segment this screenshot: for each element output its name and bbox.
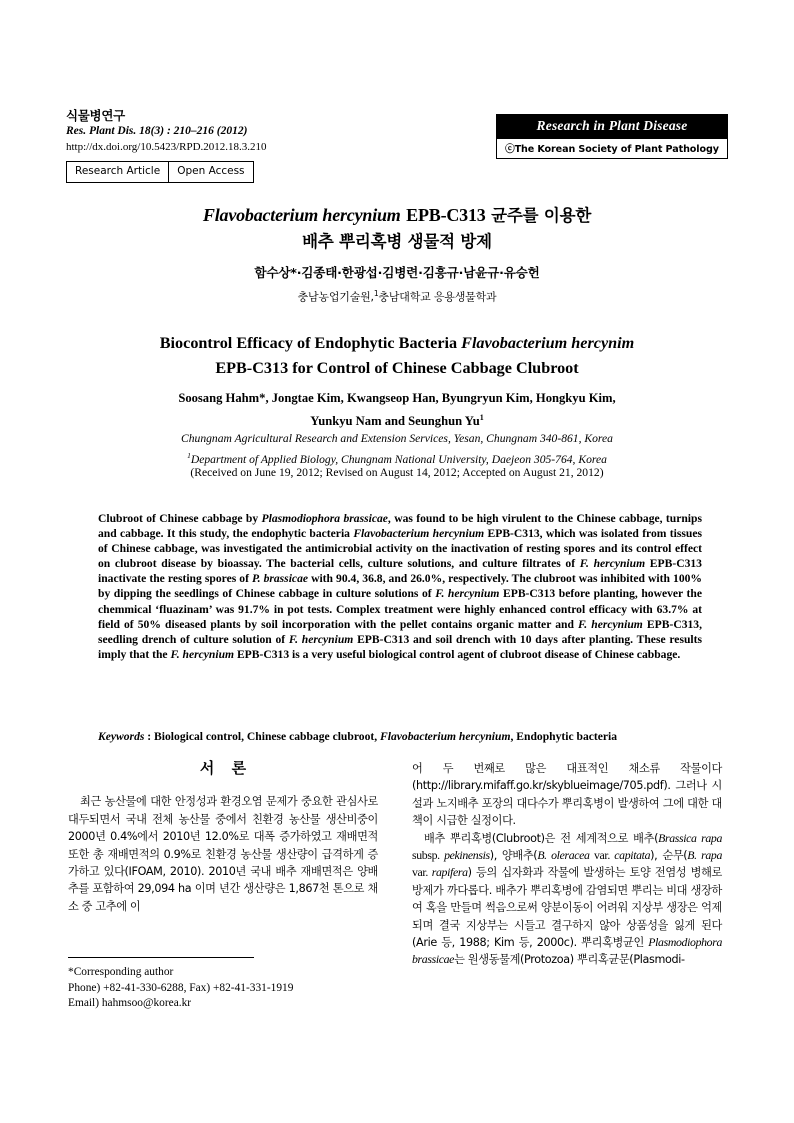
english-affiliation-2: Department of Applied Biology, Chungnam National University, Daejeon 305-764, Korea bbox=[190, 452, 607, 466]
pr2-seg-f: var. bbox=[412, 865, 432, 880]
received-dates: (Received on June 19, 2012; Revised on August 14, 2012; Accepted on August 21, 2012) bbox=[190, 466, 604, 479]
abstract-seg-4: EPB-C313 inactivate the resting spores of bbox=[98, 557, 702, 586]
korean-affiliation-1: 충남농업기술원, bbox=[297, 290, 374, 304]
abstract-italic-6: F. hercynium bbox=[578, 617, 643, 631]
keywords-pre: Biological control, Chinese cabbage clubroot, bbox=[154, 730, 381, 743]
paragraph-right-1: 어 두 번째로 많은 대표적인 채소류 작물이다(http://library.mifaff.go.kr/skyblueimage/705.pdf). 그러나 시설과 노지배추 포장의 대다수가 뿌리혹병이 발생하여 그에 대한 대책이 시급한 실정이다. bbox=[412, 762, 722, 828]
abstract-seg-1: Clubroot of Chinese cabbage by bbox=[98, 512, 262, 525]
english-authors-line1: Soosang Hahm*, Jongtae Kim, Kwangseop Han, Byungryun Kim, Hongkyu Kim, bbox=[178, 391, 616, 405]
abstract-seg-7: EPB-C313, seedling drench of culture solution of bbox=[98, 617, 703, 646]
korean-affiliations bbox=[66, 285, 728, 307]
pr2-italic-4: capitata bbox=[614, 848, 651, 863]
keywords-species: Flavobacterium hercynium bbox=[380, 730, 511, 743]
pr2-italic-2: pekinensis bbox=[444, 848, 490, 863]
pr2-seg-c: ), 양배추( bbox=[489, 849, 538, 863]
korean-title-strain: EPB-C313 bbox=[406, 205, 486, 225]
korean-title-line2: 배추 뿌리혹병 생물적 방제 bbox=[302, 232, 492, 251]
footnote-phone-fax: Phone) +82-41-330-6288, Fax) +82-41-331-1919 bbox=[68, 981, 294, 994]
english-title-line1-pre: Biocontrol Efficacy of Endophytic Bacteria bbox=[159, 334, 462, 352]
pr2-seg-b: subsp. bbox=[412, 848, 445, 863]
pr2-italic-1: Brassica rapa bbox=[658, 830, 722, 845]
tag-open-access[interactable]: Open Access bbox=[177, 165, 245, 177]
journal-title-korean: 식물병연구 bbox=[66, 108, 125, 123]
corresponding-author-footnote bbox=[68, 957, 378, 1012]
abstract-italic-1: Plasmodiophora brassicae bbox=[261, 512, 388, 525]
english-authors-line2: Yunkyu Nam and Seunghun Yu bbox=[310, 414, 480, 429]
abstract-italic-3: F. hercynium bbox=[579, 557, 646, 571]
abstract-italic-7: F. hercynium bbox=[288, 632, 354, 646]
pr2-seg-e: ), 순무( bbox=[650, 849, 688, 863]
abstract-italic-8: F. hercynium bbox=[170, 647, 235, 661]
pr2-seg-g: ) 등의 십자화과 작물에 발생하는 토양 전염성 병해로 방제가 까다롭다. 배추가 뿌리혹병에 감염되면 뿌리는 비대 생장하여 혹을 만들며 썩음으로써 양분이동이 어려워 지상부 생장은 억제되며 결국 지상부는 시들고 결구하지 않아 상품성을 잃게 된다(Arie 등, 1988; Kim 등, 2000c). 뿌리혹병균인 bbox=[412, 866, 722, 950]
doi-link[interactable]: http://dx.doi.org/10.5423/RPD.2012.18.3.210 bbox=[66, 141, 267, 153]
journal-brand-badge bbox=[496, 114, 728, 159]
english-affiliations bbox=[66, 430, 728, 468]
korean-title bbox=[66, 202, 728, 255]
pr2-italic-7: Plasmodiophora brassicae bbox=[412, 935, 722, 967]
paragraph-right-2 bbox=[412, 830, 722, 969]
keywords-label: Keywords bbox=[98, 730, 145, 743]
footnote-divider bbox=[68, 957, 254, 958]
body-column-right bbox=[412, 760, 722, 969]
abstract bbox=[98, 511, 702, 662]
tag-research-article[interactable]: Research Article bbox=[67, 162, 169, 182]
english-authors bbox=[66, 388, 728, 431]
masthead-left bbox=[66, 108, 426, 183]
english-affiliation-1: Chungnam Agricultural Research and Extension Services, Yesan, Chungnam 340-861, Korea bbox=[181, 432, 613, 445]
abstract-seg-5: with 90.4, 36.8, and 26.0%, respectively. The clubroot was inhibited with 100% by dipping the seedlings of Chinese cabbage in culture solutions of bbox=[98, 572, 703, 601]
abstract-italic-2: Flavobacterium hercynium bbox=[353, 527, 485, 541]
abstract-seg-2: , was found to be high virulent to the Chinese cabbage, turnips and cabbage. It this study, the endophytic bacteria bbox=[98, 512, 702, 541]
pr2-seg-h: 는 원생동물계(Protozoa) 뿌리혹균문(Plasmodi- bbox=[454, 953, 685, 967]
journal-brand-title: Research in Plant Disease bbox=[496, 114, 728, 139]
abstract-italic-5: F. hercynium bbox=[435, 587, 500, 601]
abstract-italic-4: P. brassicae bbox=[252, 572, 309, 586]
keywords-separator: : bbox=[144, 730, 155, 743]
english-title bbox=[66, 331, 728, 381]
abstract-seg-8: EPB-C313 and soil drench with 10 days after planting. These results imply that the bbox=[98, 632, 702, 661]
abstract-seg-6: EPB-C313 before planting, however the chemmical ‘fluazinam’ was 91.7% in pot tests. Complex treatment were highly enhanced control efficacy with 63.7% at field of 50% diseased plants by soil incorporation with the pellet contains organic matter and bbox=[98, 587, 702, 631]
pr2-italic-3: B. oleracea bbox=[537, 848, 590, 863]
body-column-left bbox=[68, 760, 378, 915]
korean-title-species: Flavobacterium hercynium bbox=[202, 205, 401, 225]
author-affiliation-marker: 1 bbox=[479, 413, 484, 422]
keywords-post: , Endophytic bacteria bbox=[510, 730, 618, 743]
english-title-line2: EPB-C313 for Control of Chinese Cabbage Clubroot bbox=[215, 359, 579, 377]
journal-citation: Res. Plant Dis. 18(3) : 210–216 (2012) bbox=[66, 125, 248, 137]
korean-title-line1-tail: 균주를 이용한 bbox=[491, 206, 592, 225]
footnote-email[interactable]: Email) hahmsoo@korea.kr bbox=[68, 997, 192, 1010]
abstract-seg-3: EPB-C313, which was isolated from tissues of Chinese cabbage, was investigated the antimicrobial activity on the inactivation of resting spores and its control effect on clubroot disease by bioassay. The bacterial cells, culture solutions, and culture filtrates of bbox=[98, 527, 702, 571]
english-title-species: Flavobacterium hercynim bbox=[461, 334, 635, 352]
pr2-seg-d: var. bbox=[589, 848, 615, 863]
affiliation-marker-2: 1 bbox=[187, 451, 191, 460]
affiliation-marker-1: 1 bbox=[373, 289, 379, 298]
korean-affiliation-2: 충남대학교 응용생물학과 bbox=[378, 290, 497, 304]
pr2-italic-5: B. rapa bbox=[687, 848, 722, 863]
pr2-seg-a: 배추 뿌리혹병(Clubroot)은 전 세계적으로 배추( bbox=[424, 831, 659, 845]
abstract-seg-9: EPB-C313 is a very useful biological control agent of clubroot disease of Chinese cabbage. bbox=[234, 647, 681, 661]
masthead bbox=[66, 108, 728, 183]
paragraph-left-1: 최근 농산물에 대한 안정성과 환경오염 문제가 중요한 관심사로 대두되면서 국내 전체 농산물 중에서 친환경 농산물 생산비중이 2000년 0.4%에서 2010년 12.0%로 대폭 증가하였고 재배면적 또한 총 재배면적의 0.9%로 친환경 농산물 생산량이 급격하게 증가하고 있다(IFOAM, 2010). 2010년 국내 배추 재배면적은 양배추를 포함하여 29,094 ha 이며 년간 생산량은 1,867천 톤으로 채소 중 고추에 이 bbox=[68, 795, 378, 913]
korean-authors: 함수상*·김종태·한광섭·김병련·김흥규·남윤규·유승헌 bbox=[254, 265, 540, 280]
section-heading-introduction: 서 론 bbox=[199, 759, 253, 777]
society-copyright: ⓒThe Korean Society of Plant Pathology bbox=[496, 139, 728, 159]
article-tag-box bbox=[66, 161, 254, 183]
pr2-italic-6: rapifera bbox=[431, 865, 468, 880]
footnote-corresponding-author: *Corresponding author bbox=[68, 966, 174, 978]
keywords bbox=[98, 729, 702, 744]
